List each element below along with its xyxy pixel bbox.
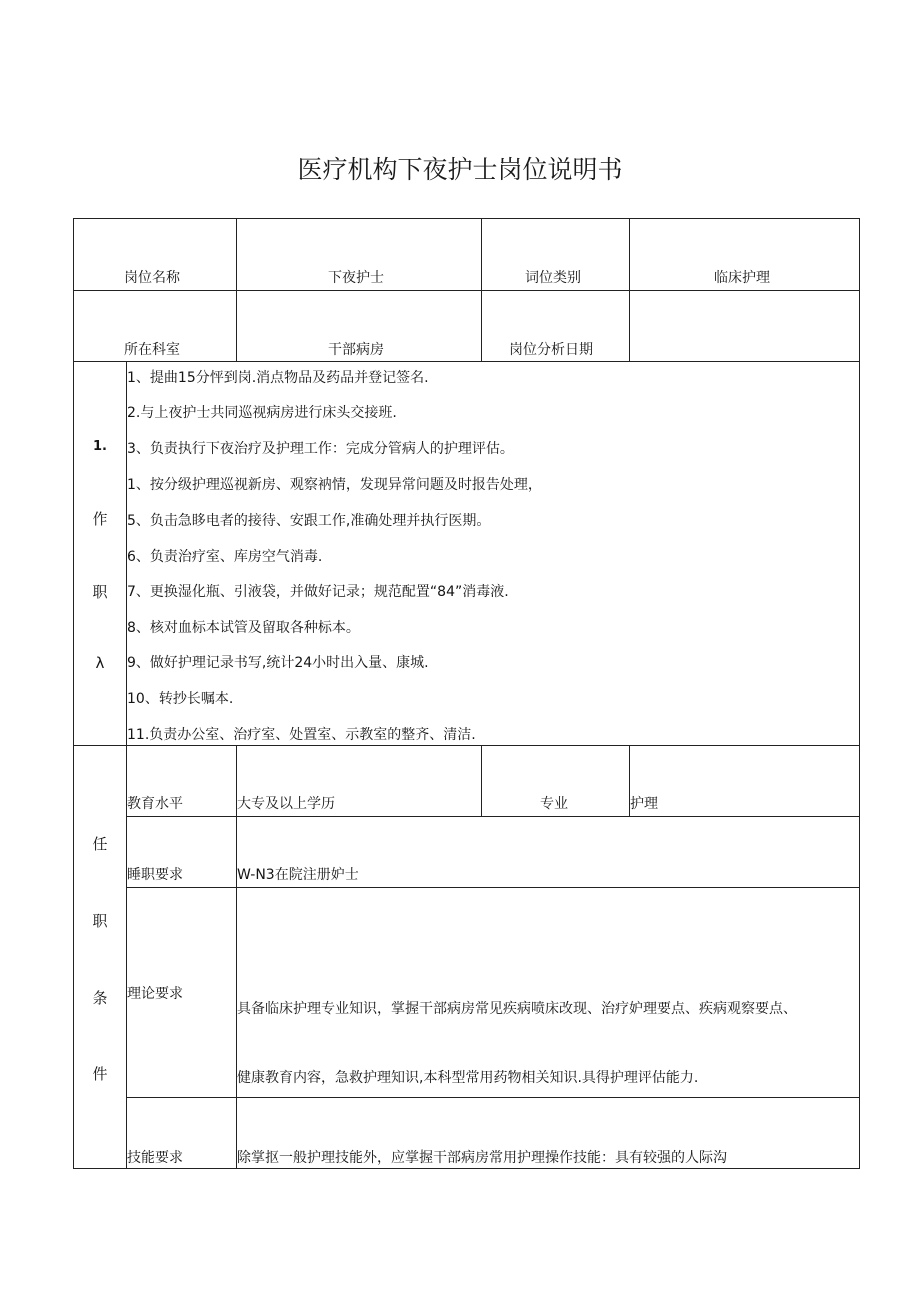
table-border-bottom [73,1168,860,1169]
duty-item: 1、提曲15分怦到岗.消点物品及药品并登记签名. [127,370,429,386]
theory-text: 具备临床护理专业知识，掌握干部病房常见疾病喷床改现、治疗妒理要点、疾病观察要点、 [237,1001,797,1017]
major-label: 专业 [540,796,568,812]
col-divider [481,218,482,362]
experience-label: 睡职要求 [127,867,183,883]
duty-item: 3、负责执行下夜治疗及护理工作：完成分管病人的护理评估。 [127,441,514,457]
position-category-value: 临床护理 [714,270,770,286]
row-divider [73,290,860,291]
education-label: 教育水平 [127,796,183,812]
education-value: 大专及以上学历 [237,796,335,812]
col-divider [481,745,482,817]
theory-label: 理论要求 [127,986,183,1002]
qualifications-label-char: 职 [92,912,108,930]
position-name-value: 下夜护士 [328,270,384,286]
duties-label-char: 1. [93,439,107,454]
experience-value: W-N3在院注册妒士 [237,867,359,883]
duty-item: 11.负责办公室、治疗室、处置室、示教室的整齐、清洁. [127,727,476,743]
position-name-label: 岗位名称 [124,270,180,286]
theory-text: 健康教育内容，急救护理知识,本科型常用药物相关知识.具得护理评估能力. [237,1070,699,1086]
duty-item: 9、做好护理记录书写,统计24小时出入量、康城. [127,655,429,671]
department-label: 所在科室 [124,342,180,358]
skill-text: 除掌抠一般护理技能外，应掌握干部病房常用护理操作技能：具有较强的人际沟 [237,1150,727,1166]
duty-item: 5、负击急眵电者的接待、安跟工作,准确处理并执行医期。 [127,513,491,529]
row-divider [73,745,860,746]
row-divider [73,361,860,362]
qualifications-label-char: 件 [92,1065,108,1083]
position-category-label: 词位类别 [525,270,581,286]
table-border-right [859,218,860,1169]
duty-item: 2.与上夜护士共同巡视病房进行床头交接班. [127,405,397,421]
duty-item: 10、转抄长嘱本. [127,691,234,707]
page-title: 医疗机构下夜护士岗位说明书 [297,155,623,184]
department-value: 干部病房 [328,342,384,358]
analysis-date-label: 岗位分析日期 [509,342,593,358]
duty-item: 7、更换湿化瓶、引液袋，并做好记录；规范配置“84”消毒液. [127,584,509,600]
skill-label: 技能要求 [127,1150,183,1166]
duties-label-char: λ [95,654,105,672]
duty-item: 6、负责治疗室、库房空气消毒. [127,549,323,565]
qualifications-label-char: 条 [92,989,108,1007]
duty-item: 1、按分级护理巡视新房、观察衲情，发现异常问题及时报告处理， [127,477,542,493]
duties-label-char: 职 [92,583,108,601]
duties-label-char: 作 [92,510,108,528]
major-value: 护理 [630,796,658,812]
qualifications-label-char: 任 [92,835,108,853]
col-divider [236,218,237,362]
col-divider [629,218,630,362]
table-border-left [73,218,74,1169]
table-border-top [73,218,860,219]
duty-item: 8、核对血标本试管及留取各种标本。 [127,620,360,636]
